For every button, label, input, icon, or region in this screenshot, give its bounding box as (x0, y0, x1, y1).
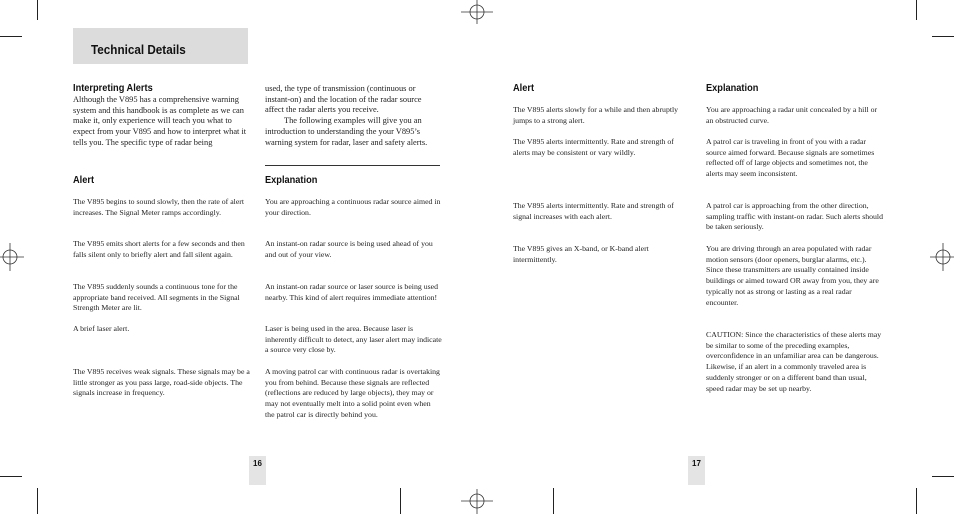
crop-mark (0, 476, 22, 477)
explanation-cell: You are approaching a continuous radar source aimed in your direction. (265, 197, 441, 217)
intro-paragraph-1: Although the V895 has a comprehensive warning system and this handbook is as complete as we can make it, only experience will teach you what to expect from your V895 and how to interpret what it tells you. The specific type of radar being (73, 95, 247, 147)
alert-cell: The V895 emits short alerts for a few seconds and then falls silent only to briefly alert and fall silent again. (73, 239, 245, 259)
explanation-cell: Laser is being used in the area. Because laser is inherently difficult to detect, any laser alert may indicate a source very close by. (265, 324, 442, 355)
alert-cell: The V895 alerts slowly for a while and then abruptly jumps to a strong alert. (513, 105, 679, 125)
explanation-cell: An instant-on radar source or laser source is being used nearby. This kind of alert requires immediate attention! (265, 282, 438, 302)
crop-mark (400, 488, 401, 514)
explanation-cell: A patrol car is traveling in front of you with a radar source aimed forward. Because signals are sometimes reflected off of large objects and sometimes not, the alerts may seem inconsistent. (706, 137, 875, 179)
registration-mark-icon (461, 489, 493, 514)
page-number-right: 17 (692, 459, 701, 468)
explanation-cell: You are driving through an area populated with radar motion sensors (door openers, burglar alarms, etc.). Since these transmitters are usually contained inside buildings or aimed toward OR away from you, they are typically not as strong or lasting as a real radar encounter. (706, 244, 879, 307)
alert-cell: The V895 alerts intermittently. Rate and strength of signal increases with each alert. (513, 201, 674, 221)
alert-cell: The V895 suddenly sounds a continuous tone for the appropriate band received. All segments in the Signal Strength Meter are lit. (73, 282, 240, 313)
crop-mark (37, 488, 38, 514)
alert-cell: The V895 gives an X-band, or K-band alert intermittently. (513, 244, 649, 264)
crop-mark (916, 488, 917, 514)
alert-cell: A brief laser alert. (73, 324, 130, 333)
alert-cell: The V895 alerts intermittently. Rate and strength of alerts may be consistent or vary wildly. (513, 137, 674, 157)
crop-mark (0, 36, 22, 37)
explanation-cell: You are approaching a radar unit concealed by a hill or an obstructed curve. (706, 105, 878, 125)
alert-column-heading: Alert (73, 174, 95, 186)
crop-mark (37, 0, 38, 20)
alert-cell: The V895 receives weak signals. These signals may be a little stronger as you pass large, road-side objects. The signals increase in frequency. (73, 367, 250, 398)
explanation-cell: An instant-on radar source is being used ahead of you and out of your view. (265, 239, 433, 259)
explanation-column-heading: Explanation (265, 174, 318, 186)
intro-paragraph-2b: The following examples will give you an introduction to understanding the your V895’s warning system for radar, laser and safety alerts. (265, 116, 428, 147)
explanation-cell: A moving patrol car with continuous radar is overtaking you from behind. Because these signals are reflected (reflections are reduced by large objects), they may or may not eventually melt into a solid point even when the patrol car is directly behind you. (265, 367, 440, 419)
divider (265, 165, 440, 166)
explanation-cell: A patrol car is approaching from the other direction, sampling traffic with instant-on radar. Such alerts should be taken seriously. (706, 201, 883, 232)
registration-mark-icon (930, 243, 954, 271)
caution-note: CAUTION: Since the characteristics of these alerts may be similar to some of the preceding examples, overconfidence in an unfamiliar area can be dangerous. Likewise, if an alert in a commonly traveled area is suddenly stronger or on a different band than usual, speed radar may be set up nearby. (706, 330, 882, 393)
page-number-left: 16 (253, 459, 262, 468)
alert-cell: The V895 begins to sound slowly, then the rate of alert increases. The Signal Meter ramps accordingly. (73, 197, 245, 217)
intro-paragraph-2 (265, 84, 440, 148)
crop-mark (932, 476, 954, 477)
crop-mark (932, 36, 954, 37)
crop-mark (916, 0, 917, 20)
explanation-column-heading: Explanation (706, 82, 759, 94)
intro-paragraph-2a: used, the type of transmission (continuous or instant-on) and the location of the radar source affect the radar alerts you receive. (265, 84, 422, 115)
intro-heading: Interpreting Alerts (73, 82, 153, 94)
registration-mark-icon (0, 243, 24, 271)
page-title: Technical Details (91, 42, 186, 57)
crop-mark (553, 488, 554, 514)
registration-mark-icon (461, 0, 493, 24)
alert-column-heading: Alert (513, 82, 535, 94)
